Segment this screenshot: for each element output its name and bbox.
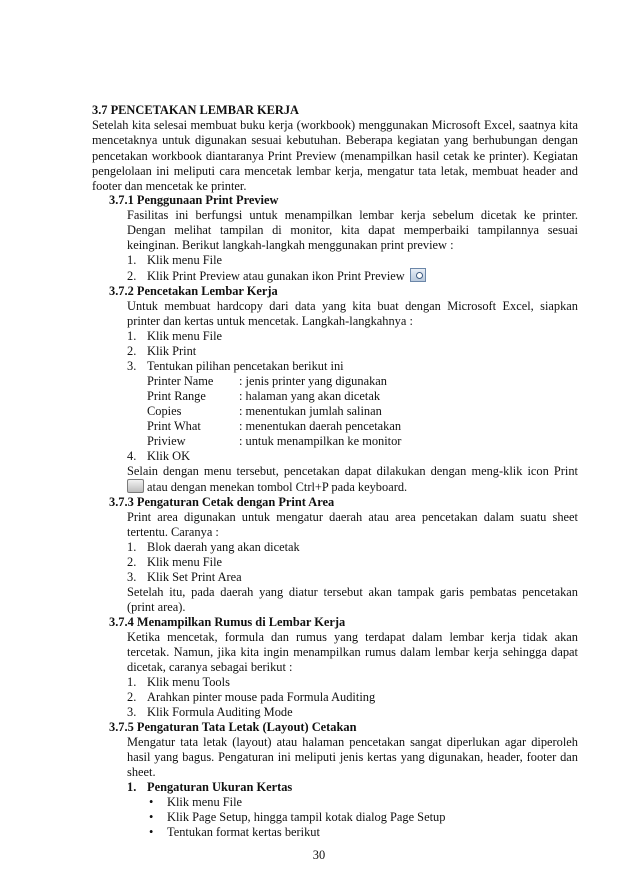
s372-step-2 xyxy=(127,344,196,359)
step-number: 1. xyxy=(127,540,137,554)
section-heading: 3.7 PENCETAKAN LEMBAR KERJA xyxy=(92,103,299,117)
s375-bullet-1 xyxy=(149,795,242,810)
step-number: 2. xyxy=(127,690,137,704)
s375-bullet-3 xyxy=(149,825,320,840)
s372-step-3 xyxy=(127,359,344,374)
option-desc-print-range: : halaman yang akan dicetak xyxy=(239,389,381,403)
step-text: Klik OK xyxy=(147,449,191,463)
subsection-title-371: 3.7.1 Penggunaan Print Preview xyxy=(109,193,279,207)
step-number: 1. xyxy=(127,780,137,794)
s371-para-2: Dengan melihat tampilan di monitor, kita dapat memperbaiki tampilannya sesuai xyxy=(127,223,578,237)
s373-after-2: (print area). xyxy=(127,600,186,614)
option-desc-print-what: : menentukan daerah pencetakan xyxy=(239,419,402,433)
intro-line-3: pencetakan workbook diantaranya Print Preview (menampilkan hasil cetak ke printer). Kegiatan xyxy=(92,149,578,163)
s372-step-4 xyxy=(127,449,190,464)
bullet-marker: • xyxy=(149,795,154,809)
s373-para-2: tertentu. Caranya : xyxy=(127,525,219,539)
step-text: Arahkan pinter mouse pada Formula Auditing xyxy=(147,690,376,704)
s371-step-1 xyxy=(127,253,222,268)
bullet-text: Klik Page Setup, hingga tampil kotak dialog Page Setup xyxy=(167,810,446,824)
s371-para-3: keinginan. Berikut langkah-langkah menggunakan print preview : xyxy=(127,238,454,252)
s372-para-1: Untuk membuat hardcopy dari data yang kita buat dengan Microsoft Excel, siapkan xyxy=(127,299,578,313)
s372-after-1: Selain dengan menu tersebut, pencetakan dapat dilakukan dengan meng-klik icon Print xyxy=(127,464,578,478)
s373-step-1 xyxy=(127,540,300,555)
option-desc-copies: : menentukan jumlah salinan xyxy=(239,404,382,418)
intro-line-5: footer dan mencetak ke printer. xyxy=(92,179,247,193)
step-number: 1. xyxy=(127,253,137,267)
option-label-print-range: Print Range xyxy=(147,389,206,403)
subsection-title-375: 3.7.5 Pengaturan Tata Letak (Layout) Cetakan xyxy=(109,720,357,734)
s374-step-2 xyxy=(127,690,375,705)
step-text: Klik menu File xyxy=(147,253,223,267)
step-number: 2. xyxy=(127,344,137,358)
step-text: Klik menu File xyxy=(147,329,223,343)
s375-sub-1 xyxy=(127,780,292,795)
option-label-copies: Copies xyxy=(147,404,182,418)
print-icon xyxy=(127,479,144,493)
page-number: 30 xyxy=(312,848,326,862)
option-desc-printer-name: : jenis printer yang digunakan xyxy=(239,374,387,388)
bullet-marker: • xyxy=(149,825,154,839)
s375-para-3: sheet. xyxy=(127,765,156,779)
subsection-title-373: 3.7.3 Pengaturan Cetak dengan Print Area xyxy=(109,495,335,509)
step-text: Klik Print Preview atau gunakan ikon Print Preview xyxy=(147,269,405,283)
intro-line-2: mencetaknya untuk digunakan sesuai kebutuhan. Beberapa kegiatan yang berhubungan dengan xyxy=(92,133,578,147)
s373-para-1: Print area digunakan untuk mengatur daerah atau area pencetakan dalam suatu sheet xyxy=(127,510,578,524)
s373-after-1: Setelah itu, pada daerah yang diatur tersebut akan tampak garis pembatas pencetakan xyxy=(127,585,578,599)
step-number: 2. xyxy=(127,555,137,569)
step-number: 1. xyxy=(127,675,137,689)
step-text: Klik Set Print Area xyxy=(147,570,242,584)
step-number: 2. xyxy=(127,269,137,283)
print-preview-icon xyxy=(410,268,426,282)
step-text: Tentukan pilihan pencetakan berikut ini xyxy=(147,359,344,373)
step-number: 3. xyxy=(127,359,137,373)
bullet-text: Klik menu File xyxy=(167,795,243,809)
s374-step-1 xyxy=(127,675,230,690)
s373-step-2 xyxy=(127,555,222,570)
option-desc-priview: : untuk menampilkan ke monitor xyxy=(239,434,402,448)
step-number: 3. xyxy=(127,570,137,584)
s371-para-1: Fasilitas ini berfungsi untuk menampilkan lembar kerja sebelum dicetak ke printer. xyxy=(127,208,578,222)
step-text: Blok daerah yang akan dicetak xyxy=(147,540,300,554)
intro-line-1: Setelah kita selesai membuat buku kerja (workbook) menggunakan Microsoft Excel, saatnya kita xyxy=(92,118,578,132)
step-text: Klik Formula Auditing Mode xyxy=(147,705,293,719)
subsection-title-374: 3.7.4 Menampilkan Rumus di Lembar Kerja xyxy=(109,615,346,629)
step-text: Pengaturan Ukuran Kertas xyxy=(147,780,293,794)
step-number: 1. xyxy=(127,329,137,343)
s371-step-2 xyxy=(127,268,426,284)
subsection-title-372: 3.7.2 Pencetakan Lembar Kerja xyxy=(109,284,278,298)
s374-step-3 xyxy=(127,705,293,720)
s374-para-3: dicetak, caranya sebagai berikut : xyxy=(127,660,293,674)
s375-para-1: Mengatur tata letak (layout) atau halaman pencetakan sangat diperlukan agar diperoleh xyxy=(127,735,578,749)
step-number: 4. xyxy=(127,449,137,463)
s375-bullet-2 xyxy=(149,810,445,825)
step-text: Klik menu File xyxy=(147,555,223,569)
step-text: Klik menu Tools xyxy=(147,675,230,689)
step-text: Klik Print xyxy=(147,344,197,358)
s374-para-1: Ketika mencetak, formula dan rumus yang terdapat dalam lembar kerja tidak akan xyxy=(127,630,578,644)
option-label-print-what: Print What xyxy=(147,419,201,433)
s374-para-2: tercetak. Namun, jika kita ingin menampilkan rumus dalam lembar kerja sehingga dapat xyxy=(127,645,578,659)
intro-line-4: pengelolaan ini meliputi cara mencetak lembar kerja, mengatur tata letak, membuat header and xyxy=(92,164,578,178)
bullet-marker: • xyxy=(149,810,154,824)
option-label-priview: Priview xyxy=(147,434,186,448)
s372-after-2: atau dengan menekan tombol Ctrl+P pada keyboard. xyxy=(147,480,408,494)
s375-para-2: hasil yang bagus. Pengaturan ini meliputi jenis kertas yang digunakan, header, footer dan xyxy=(127,750,578,764)
s372-para-2: printer dan kertas untuk mencetak. Langkah-langkahnya : xyxy=(127,314,413,328)
bullet-text: Tentukan format kertas berikut xyxy=(167,825,320,839)
s373-step-3 xyxy=(127,570,242,585)
step-number: 3. xyxy=(127,705,137,719)
s372-after-2-line xyxy=(127,479,407,495)
option-label-printer-name: Printer Name xyxy=(147,374,214,388)
s372-step-1 xyxy=(127,329,222,344)
